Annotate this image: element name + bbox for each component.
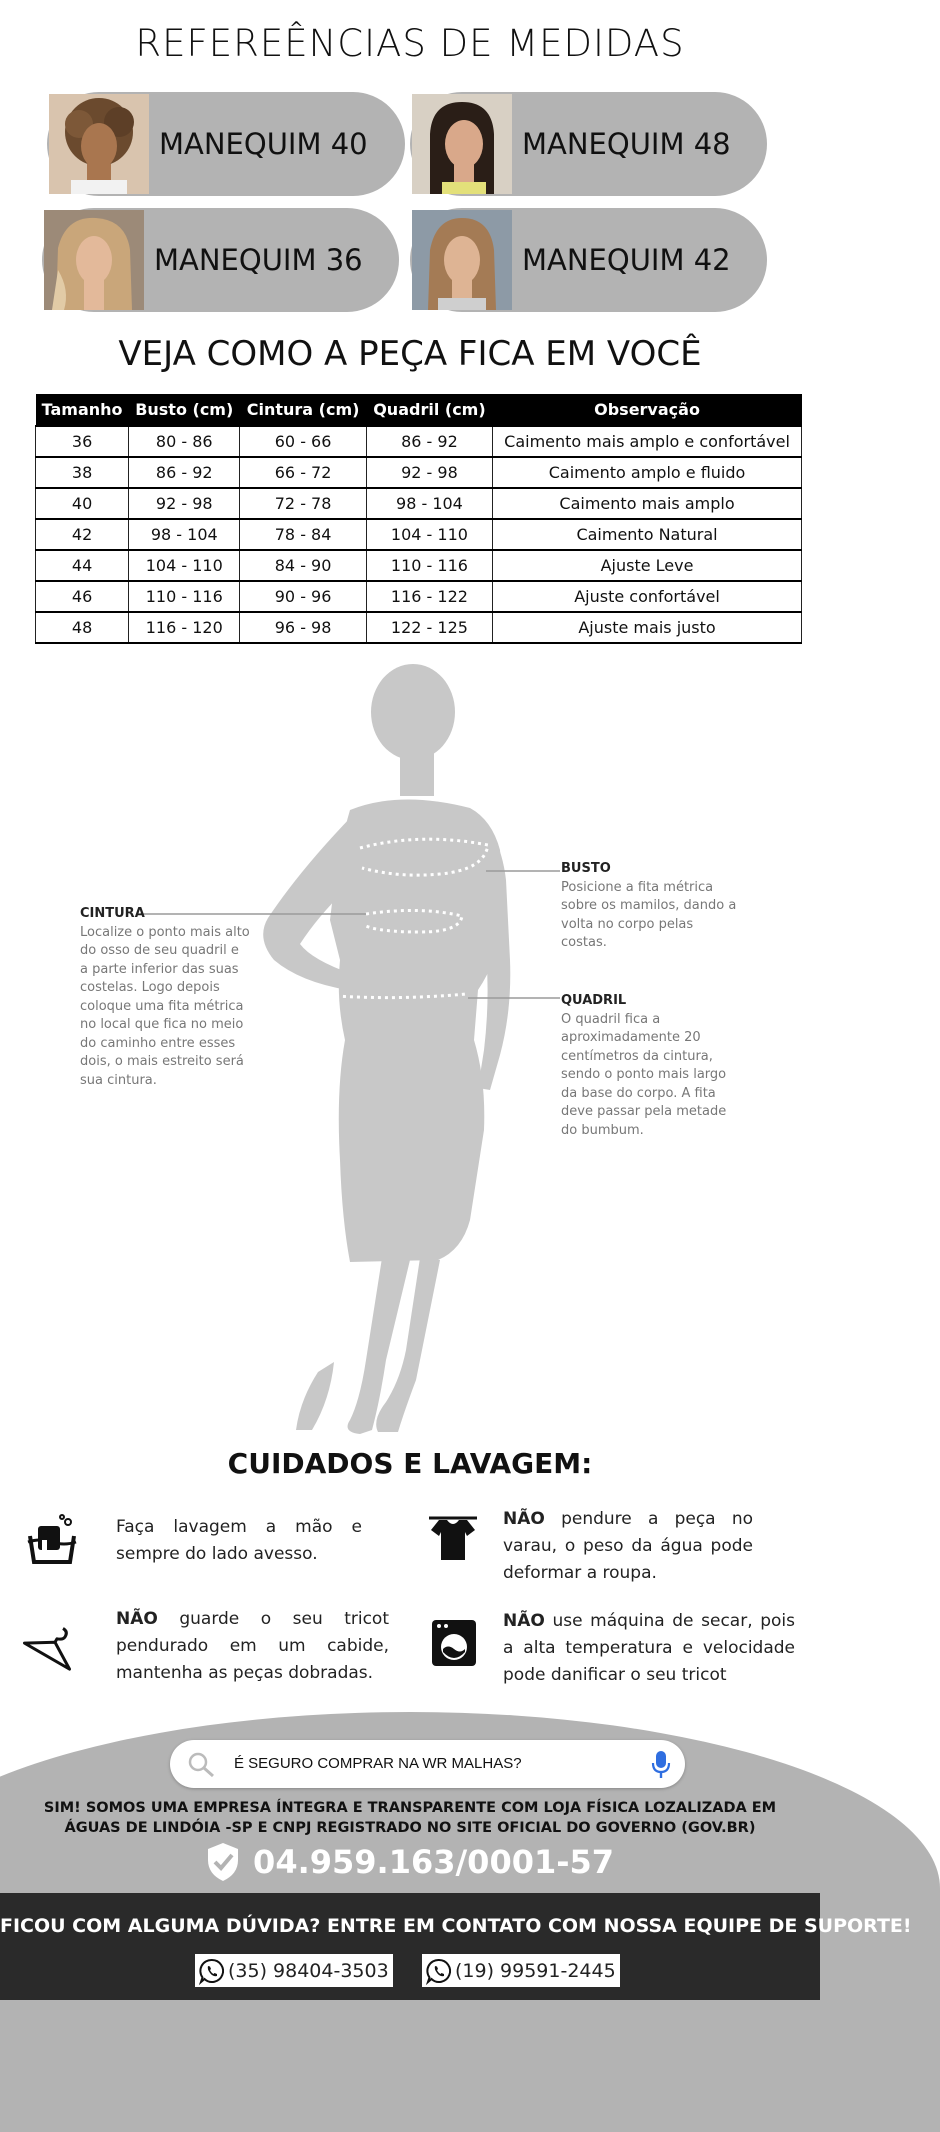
whatsapp-icon [199,1958,225,1984]
search-query: É SEGURO COMPRAR NA WR MALHAS? [234,1755,522,1772]
note-line: aproximadamente 20 [561,1030,701,1045]
cintura-note [80,905,290,1090]
care-emphasis: NÃO [503,1509,545,1529]
table-cell: Caimento mais amplo [493,488,802,519]
care-text: Faça lavagem a mão e sempre do lado avesso. [116,1517,362,1564]
care-text: use máquina de secar, pois a alta temperatura e velocidade pode danificar o seu tricot [503,1611,795,1685]
phone-link[interactable] [195,1954,393,1987]
table-cell: 90 - 96 [240,581,366,612]
cnpj-block [0,1842,820,1892]
mannequin-42-card [410,208,767,312]
dryer-icon [430,1618,486,1674]
table-cell: 46 [36,581,129,612]
trust-line: ÁGUAS DE LINDÓIA -SP E CNPJ REGISTRADO NO SITE OFICIAL DO GOVERNO (GOV.BR) [64,1820,756,1836]
section-title: VEJA COMO A PEÇA FICA EM VOCÊ [118,334,702,374]
mannequin-label: MANEQUIM 42 [522,243,731,277]
care-text-no-hanger [116,1606,389,1687]
care-text: pendure a peça no varau, o peso da água pode deformar a roupa. [503,1509,753,1583]
shield-check-icon [206,1842,240,1882]
microphone-icon[interactable] [651,1750,671,1784]
table-cell: Caimento mais amplo e confortável [493,426,802,457]
note-line: sua cintura. [80,1072,157,1088]
table-cell: Caimento amplo e fluido [493,457,802,488]
table-cell: 110 - 116 [366,550,492,581]
whatsapp-icon [426,1958,452,1984]
table-cell: 104 - 110 [366,519,492,550]
model-photo [49,94,149,194]
table-cell: 40 [36,488,129,519]
table-cell: 92 - 98 [129,488,240,519]
note-line: do caminho entre esses [80,1035,236,1051]
model-photo [412,210,512,310]
table-cell: 98 - 104 [129,519,240,550]
table-cell: 122 - 125 [366,612,492,643]
note-line: sendo o ponto mais largo [561,1067,727,1082]
table-cell: 38 [36,457,129,488]
note-line: centímetros da cintura, [561,1048,713,1064]
note-line: volta no corpo pelas [561,916,694,932]
table-cell: 96 - 98 [240,612,366,643]
note-line: sobre os mamilos, dando a [561,898,737,913]
support-question: FICOU COM ALGUMA DÚVIDA? ENTRE EM CONTATO COM NOSSA EQUIPE DE SUPORTE! [0,1915,912,1937]
table-row [36,519,802,550]
note-line: dois, o mais estreito será [80,1054,244,1069]
model-photo [44,210,144,310]
table-cell: 72 - 78 [240,488,366,519]
column-header: Tamanho [36,394,129,426]
table-cell: 116 - 120 [129,612,240,643]
note-line: do bumbum. [561,1122,644,1138]
column-header: Quadril (cm) [366,394,492,426]
trust-line: SIM! SOMOS UMA EMPRESA ÍNTEGRA E TRANSPARENTE COM LOJA FÍSICA LOZALIZADA EM [43,1800,777,1816]
care-text-no-hang-dry [503,1506,753,1587]
table-cell: 86 - 92 [129,457,240,488]
care-text: guarde o seu tricot pendurado em um cabide, mantenha as peças dobradas. [116,1609,389,1683]
table-cell: 36 [36,426,129,457]
phone-number: (35) 98404-3503 [228,1959,389,1982]
mannequin-36-card [42,208,399,312]
model-photo [412,94,512,194]
tshirt-hanging-icon [425,1510,481,1566]
table-row [36,488,802,519]
table-cell: 78 - 84 [240,519,366,550]
hanger-icon [24,1618,80,1674]
mannequin-label: MANEQUIM 36 [154,243,363,277]
mannequin-label: MANEQUIM 48 [522,127,731,161]
table-cell: 66 - 72 [240,457,366,488]
table-row [36,457,802,488]
column-header: Observação [493,394,802,426]
mannequin-48-card [410,92,767,196]
table-cell: 116 - 122 [366,581,492,612]
table-row [36,581,802,612]
care-emphasis: NÃO [503,1611,545,1631]
table-cell: 84 - 90 [240,550,366,581]
care-text-no-dryer [503,1608,795,1689]
table-cell: 60 - 66 [240,426,366,457]
note-line: da base do corpo. A fita [561,1085,716,1101]
table-cell: 98 - 104 [366,488,492,519]
table-row [36,612,802,643]
cnpj-number: 04.959.163/0001-57 [253,1843,615,1881]
note-line: do osso de seu quadril e [80,943,239,958]
search-icon [186,1750,216,1782]
handwash-icon [24,1512,80,1568]
support-footer [0,1893,912,2000]
table-cell: 110 - 116 [129,581,240,612]
table-cell: Caimento Natural [493,519,802,550]
care-emphasis: NÃO [116,1609,158,1629]
table-cell: Ajuste confortável [493,581,802,612]
table-cell: Ajuste Leve [493,550,802,581]
note-line: costelas. Logo depois [80,980,220,995]
phone-number: (19) 99591-2445 [455,1959,616,1982]
table-cell: 42 [36,519,129,550]
trust-statement [40,1798,780,1838]
note-line: no local que fica no meio [80,1017,244,1032]
note-line: deve passar pela metade [561,1104,727,1119]
note-line: Localize o ponto mais alto [80,924,250,940]
column-header: Cintura (cm) [240,394,366,426]
care-title: CUIDADOS E LAVAGEM: [227,1447,593,1480]
page-title: REFEREÊNCIAS DE MEDIDAS [135,22,685,65]
search-bar[interactable] [170,1740,685,1788]
table-cell: 92 - 98 [366,457,492,488]
mannequin-label: MANEQUIM 40 [159,127,368,161]
phone-link[interactable] [422,1954,620,1987]
busto-note [561,860,781,953]
table-row [36,426,802,457]
note-line: a parte inferior das suas [80,961,239,977]
column-header: Busto (cm) [129,394,240,426]
note-line: coloque uma fita métrica [80,998,244,1014]
table-row [36,550,802,581]
table-cell: 86 - 92 [366,426,492,457]
table-cell: 44 [36,550,129,581]
note-line: O quadril fica a [561,1011,661,1027]
quadril-title: QUADRIL [561,993,627,1008]
care-text-handwash [116,1514,362,1568]
note-line: Posicione a fita métrica [561,879,714,895]
size-table [35,394,802,644]
table-cell: 48 [36,612,129,643]
note-line: costas. [561,935,607,950]
table-cell: Ajuste mais justo [493,612,802,643]
busto-title: BUSTO [561,861,611,876]
table-cell: 80 - 86 [129,426,240,457]
cintura-title: CINTURA [80,906,145,921]
table-header-row [36,394,802,426]
quadril-note [561,992,781,1140]
mannequin-40-card [47,92,405,196]
table-cell: 104 - 110 [129,550,240,581]
